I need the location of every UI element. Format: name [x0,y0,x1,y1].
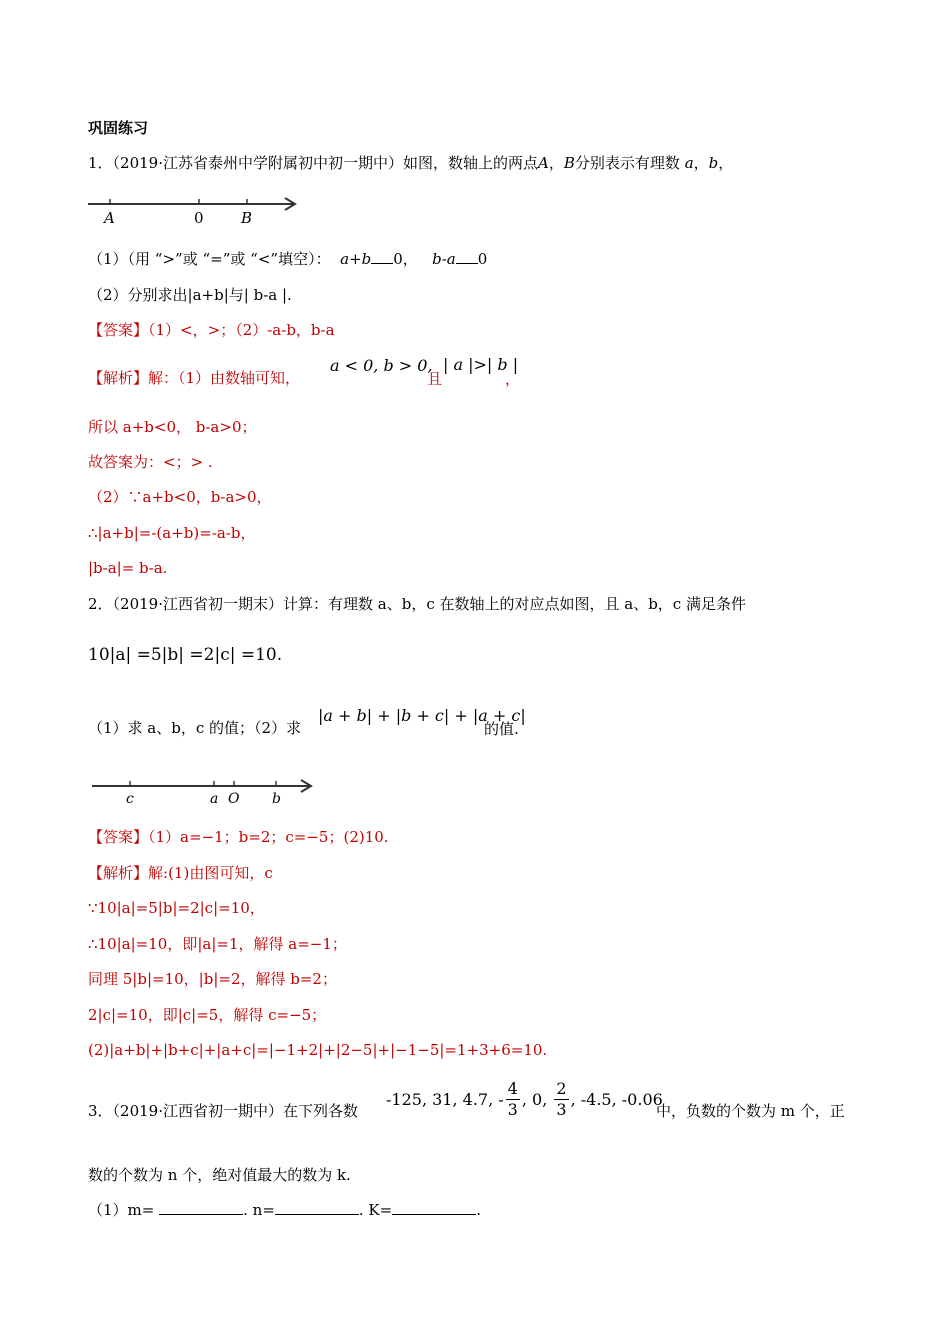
q2-condition-expr: 10|a| =5|b| =2|c| =10 [88,645,277,665]
q1-analysis-line: （2）∵a+b<0，b-a>0， [88,488,272,506]
q3-numbers [386,1076,663,1122]
q1-analysis-line: ∴|a+b|=-(a+b)=-a-b， [88,524,256,542]
q3-frac2-num: 2 [556,1078,567,1098]
q1-analysis-line: 故答案为：<；> . [88,453,213,471]
q1-analysis-abs: | a |>| b | [443,355,519,374]
q2-analysis-line: ∵10|a|=5|b|=2|c|=10， [88,899,265,917]
q1-part1 [88,249,487,269]
q2-number: 2． [88,595,113,613]
q3-fraction-1 [506,1079,520,1120]
q2-source: （2019·江西省初一期末） [112,595,283,613]
q2-answer-text: （1）a=−1；b=2；c=−5；(2)10. [148,828,389,846]
q1-analysis-end: ， [505,370,521,388]
q3-nums-b: , 0, [521,1089,548,1109]
q1-answer-text: （1）<，>；（2）-a-b，b-a [148,321,335,339]
q2-part-prefix: （1）求 a、b，c 的值；（2）求 [88,719,302,737]
q1-point-b: B [563,154,575,172]
q1-stem: 1．（2019·江苏省泰州中学附属初中初一期中）如图，数轴上的两点A，B分别表示有理数 a，b， [88,154,734,172]
q1-blank-2[interactable] [456,249,478,264]
q3-fraction-2 [554,1079,568,1120]
q2-nl-label-o: O [228,791,240,807]
q2-analysis-line: 2|c|=10，即|c|=5，解得 c=−5； [88,1006,327,1024]
q1-stem-text: 如图，数轴上的两点 [403,154,539,172]
section-title: 巩固练习 [88,119,149,137]
q1-analysis-and: 且 [427,370,443,388]
q2-condition-end: . [276,645,283,665]
q1-part2: （2）分别求出|a+b|与| b-a |. [88,286,292,304]
q3-part1-k: . K= [358,1201,393,1219]
q2-number-line [90,774,320,808]
q1-comma: ， [548,154,564,172]
q1-part1-prefix: （1）（用 “>”或 “=”或 “<”填空）： [88,250,331,268]
q3-number: 3． [88,1102,113,1120]
q1-nl-label-0: 0 [194,209,204,227]
q2-analysis [88,863,273,883]
q3-frac1-den: 3 [507,1099,518,1119]
q2-analysis-text: 解:(1)由图可知，c [148,864,273,882]
q1-part1-zero2: 0 [477,250,488,268]
q1-analysis-line: 所以 a+b<0， b-a>0； [88,418,257,436]
q1-analysis [88,368,300,388]
q2-nl-label-a: a [210,791,219,807]
q1-var-b: b [708,154,719,172]
q3-blank-m[interactable] [159,1200,243,1215]
q2-parts [88,718,301,738]
q3-stem [88,1101,358,1121]
q3-part1-n: . n= [243,1201,275,1219]
q1-var-a: a [684,154,694,172]
q3-nums-c: , -4.5, -0.06 [570,1089,663,1109]
q3-blank-k[interactable] [392,1200,476,1215]
q2-analysis-line: ∴10|a|=10，即|a|=1，解得 a=−1； [88,935,347,953]
q1-answer-tag: 【答案】 [88,321,149,339]
q2-part-expr: |a + b| + |b + c| + |a + c| [318,706,526,725]
q3-blank-n[interactable] [275,1200,359,1215]
q1-point-a: A [538,154,549,172]
q2-answer-tag: 【答案】 [88,828,149,846]
q2-analysis-line: (2)|a+b|+|b+c|+|a+c|=|−1+2|+|2−5|+|−1−5|=1+3+6=10. [88,1041,548,1059]
q3-part1-m: （1）m= [88,1201,155,1219]
q2-answer [88,827,389,847]
q3-stem-b: 中，负数的个数为 m 个，正 [656,1102,845,1120]
q1-part1-expr2: b-a [432,250,456,268]
q3-stem-text: 在下列各数 [283,1102,359,1120]
q2-stem [88,594,746,614]
q3-part1 [88,1200,481,1220]
q1-analysis-math: a < 0, b > 0, [330,356,433,375]
q1-analysis-line: |b-a|= b-a. [88,559,168,577]
q3-part1-end: . [476,1201,481,1219]
q1-part1-expr1: a+b [340,250,372,268]
q1-number-line [86,192,302,228]
q1-analysis-text: 解：（1）由数轴可知， [148,369,301,387]
q1-source: （2019·江苏省泰州中学附属初中初一期中） [112,154,403,172]
q3-source: （2019·江西省初一期中） [112,1102,283,1120]
q1-nl-label-a: A [104,209,115,227]
q2-condition [88,645,282,665]
q2-nl-label-b: b [272,791,281,807]
q2-stem-text: 计算：有理数 a、b，c 在数轴上的对应点如图，且 a、b，c 满足条件 [283,595,746,613]
q3-nums-a: -125, 31, 4.7, - [386,1089,504,1109]
q2-part-suffix: 的值. [484,720,519,738]
q3-stem-c: 数的个数为 n 个，绝对值最大的数为 k. [88,1166,351,1184]
q2-analysis-line: 同理 5|b|=10，|b|=2，解得 b=2； [88,970,337,988]
q2-analysis-tag: 【解析】 [88,864,149,882]
q1-analysis-tag: 【解析】 [88,369,149,387]
q1-number: 1． [88,154,113,172]
q3-frac1-num: 4 [507,1078,518,1098]
q1-stem-text2: 分别表示有理数 [574,154,680,172]
q2-nl-label-c: c [126,791,134,807]
q3-frac2-den: 3 [556,1099,567,1119]
q1-blank-1[interactable] [371,249,393,264]
q1-part1-zero1: 0， [393,250,418,268]
q1-nl-label-b: B [241,209,253,227]
q1-answer [88,320,335,340]
